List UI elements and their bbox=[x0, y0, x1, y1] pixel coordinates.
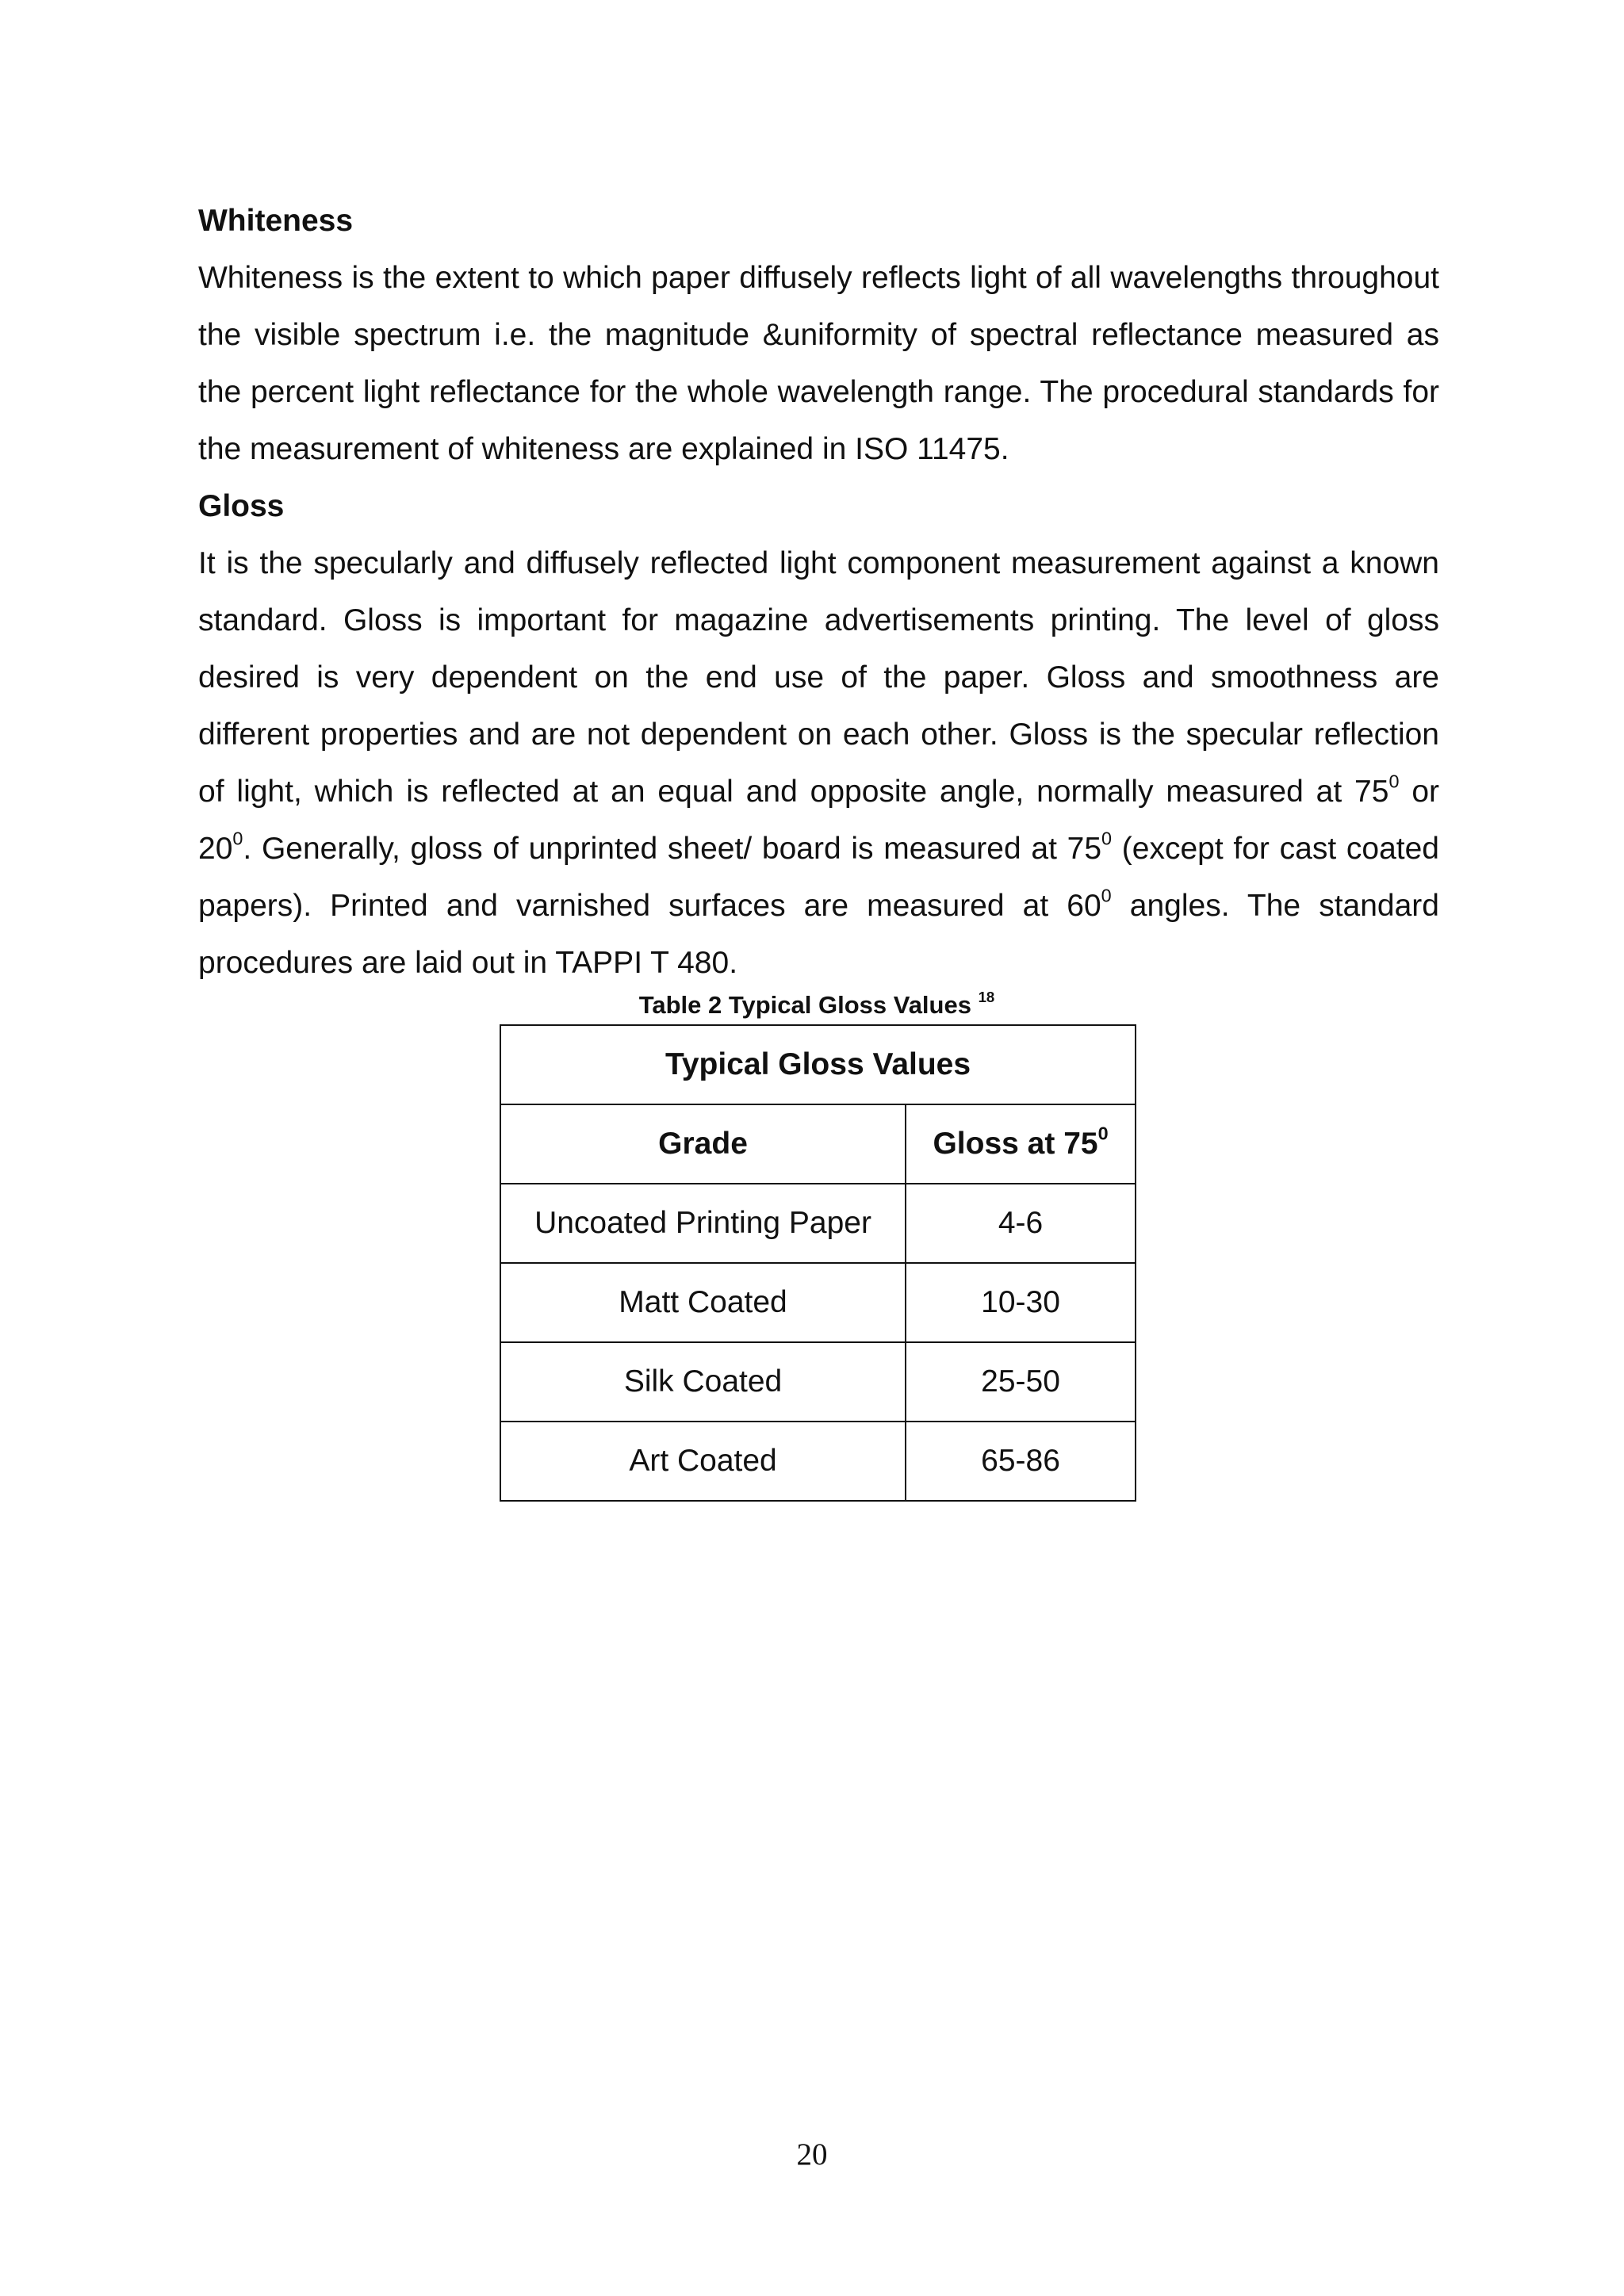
gloss-text-5: angles. The standard procedures are laid out in TAPPI T 480. bbox=[198, 889, 1439, 980]
grade-cell: Uncoated Printing Paper bbox=[500, 1184, 906, 1263]
table-row bbox=[500, 1184, 1136, 1263]
column-header-gloss bbox=[906, 1104, 1136, 1184]
grade-cell: Art Coated bbox=[500, 1422, 906, 1501]
table-title: Typical Gloss Values bbox=[500, 1025, 1136, 1104]
gloss-heading: Gloss bbox=[198, 489, 285, 523]
gloss-paragraph bbox=[198, 535, 1439, 992]
column-header-gloss-text: Gloss at 75 bbox=[933, 1127, 1098, 1161]
degree-superscript-2: 0 bbox=[232, 828, 243, 849]
gloss-cell: 10-30 bbox=[906, 1263, 1136, 1342]
whiteness-heading: Whiteness bbox=[198, 204, 354, 238]
page-number: 20 bbox=[796, 2137, 828, 2172]
table-row bbox=[500, 1342, 1136, 1422]
table-row bbox=[500, 1263, 1136, 1342]
page-body bbox=[198, 193, 1439, 992]
gloss-text-3: . Generally, gloss of unprinted sheet/ board is measured at 75 bbox=[243, 832, 1102, 866]
gloss-text-2: or 20 bbox=[198, 775, 1440, 866]
degree-superscript-4: 0 bbox=[1101, 885, 1112, 906]
degree-superscript-1: 0 bbox=[1388, 771, 1400, 792]
gloss-values-table bbox=[500, 1024, 1136, 1502]
table-caption-reference: 18 bbox=[978, 989, 995, 1006]
grade-cell: Matt Coated bbox=[500, 1263, 906, 1342]
gloss-text-4: (except for cast coated papers). Printed and varnished surfaces are measured at 60 bbox=[198, 832, 1439, 923]
column-header-grade: Grade bbox=[500, 1104, 906, 1184]
grade-cell: Silk Coated bbox=[500, 1342, 906, 1422]
table-caption-text: Table 2 Typical Gloss Values bbox=[638, 991, 971, 1019]
gloss-cell: 4-6 bbox=[906, 1184, 1136, 1263]
whiteness-paragraph: Whiteness is the extent to which paper diffusely reflects light of all wavelengths throughout the visible spectrum i.e. the magnitude &uniformity of spectral reflectance measured as the percent light reflectance for the whole wavelength range. The procedural standards for the measurement of whiteness are explained in ISO 11475. bbox=[198, 261, 1439, 466]
gloss-cell: 25-50 bbox=[906, 1342, 1136, 1422]
table-header-row bbox=[500, 1104, 1136, 1184]
gloss-text-1: It is the specularly and diffusely reflected light component measurement against a known standard. Gloss is important for magazine advertisements printing. The level of gloss desired is very dependent on the end use of the paper. Gloss and smoothness are different properties and are not dependent on each other. Gloss is the specular reflection of light, which is reflected at an equal and opposite angle, normally measured at 75 bbox=[198, 546, 1439, 809]
table-caption bbox=[0, 989, 1624, 1021]
table-row bbox=[500, 1422, 1136, 1501]
table-title-row bbox=[500, 1025, 1136, 1104]
column-header-gloss-superscript: 0 bbox=[1097, 1123, 1109, 1144]
gloss-cell: 65-86 bbox=[906, 1422, 1136, 1501]
degree-superscript-3: 0 bbox=[1101, 828, 1113, 849]
